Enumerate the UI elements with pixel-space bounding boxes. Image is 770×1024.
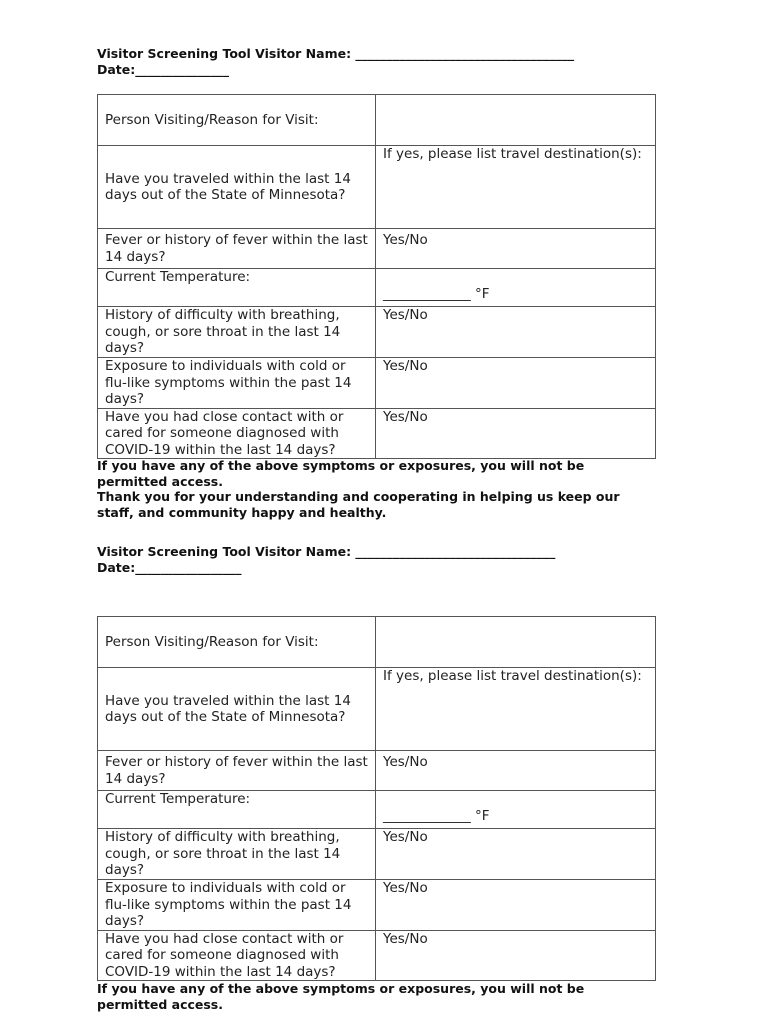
- form2-notice: [97, 981, 657, 1012]
- form2-row-breathing: [98, 829, 656, 880]
- temperature-field[interactable]: _____________ °F: [376, 269, 656, 307]
- question-cell: Fever or history of fever within the last 14 days?: [98, 229, 376, 269]
- answer-cell[interactable]: Yes/No: [376, 229, 656, 269]
- form1-row-temperature: [98, 269, 656, 307]
- answer-cell[interactable]: Yes/No: [376, 358, 656, 409]
- answer-cell[interactable]: Yes/No: [376, 880, 656, 931]
- form2-row-temperature: [98, 791, 656, 829]
- form1-screening-table: [97, 94, 656, 459]
- form2-row-fever: [98, 751, 656, 791]
- answer-cell[interactable]: Yes/No: [376, 930, 656, 981]
- form2-title-visitor-name: Visitor Screening Tool Visitor Name: ________________________________: [97, 544, 556, 559]
- access-warning: If you have any of the above symptoms or exposures, you will not be permitted access.: [97, 981, 585, 1012]
- answer-cell[interactable]: [376, 617, 656, 668]
- form1-notice: [97, 458, 657, 520]
- form1-row-breathing: [98, 307, 656, 358]
- question-cell: Person Visiting/Reason for Visit:: [98, 95, 376, 146]
- question-cell: Have you had close contact with or cared for someone diagnosed with COVID-19 within the last 14 days?: [98, 930, 376, 981]
- form1-row-reason: [98, 95, 656, 146]
- form2-row-travel: [98, 668, 656, 751]
- question-cell: Current Temperature:: [98, 269, 376, 307]
- form1-title-visitor-name: Visitor Screening Tool Visitor Name: ___________________________________: [97, 46, 575, 61]
- form2-row-reason: [98, 617, 656, 668]
- answer-cell[interactable]: [376, 95, 656, 146]
- question-cell: Exposure to individuals with cold or flu-like symptoms within the past 14 days?: [98, 358, 376, 409]
- answer-cell[interactable]: Yes/No: [376, 307, 656, 358]
- answer-cell[interactable]: If yes, please list travel destination(s):: [376, 146, 656, 229]
- form1-row-exposure: [98, 358, 656, 409]
- form2-row-covid-contact: [98, 930, 656, 981]
- form1-header: [97, 46, 657, 78]
- answer-cell[interactable]: Yes/No: [376, 829, 656, 880]
- form1-row-travel: [98, 146, 656, 229]
- form1-date-line: Date:_______________: [97, 62, 230, 77]
- question-cell: Have you had close contact with or cared for someone diagnosed with COVID-19 within the last 14 days?: [98, 408, 376, 459]
- question-cell: Exposure to individuals with cold or flu-like symptoms within the past 14 days?: [98, 880, 376, 931]
- form2-date-line: Date:_________________: [97, 560, 242, 575]
- question-cell: Have you traveled within the last 14 days out of the State of Minnesota?: [98, 146, 376, 229]
- thank-you-message: Thank you for your understanding and cooperating in helping us keep our staff, and community happy and healthy.: [97, 489, 620, 520]
- form2-row-exposure: [98, 880, 656, 931]
- answer-cell[interactable]: Yes/No: [376, 408, 656, 459]
- question-cell: Current Temperature:: [98, 791, 376, 829]
- form2-header: [97, 544, 657, 576]
- answer-cell[interactable]: If yes, please list travel destination(s):: [376, 668, 656, 751]
- question-cell: Fever or history of fever within the last 14 days?: [98, 751, 376, 791]
- temperature-field[interactable]: _____________ °F: [376, 791, 656, 829]
- question-cell: History of difficulty with breathing, cough, or sore throat in the last 14 days?: [98, 307, 376, 358]
- question-cell: Person Visiting/Reason for Visit:: [98, 617, 376, 668]
- form2-screening-table: [97, 616, 656, 981]
- form1-row-covid-contact: [98, 408, 656, 459]
- form1-row-fever: [98, 229, 656, 269]
- access-warning: If you have any of the above symptoms or exposures, you will not be permitted access.: [97, 458, 585, 489]
- answer-cell[interactable]: Yes/No: [376, 751, 656, 791]
- question-cell: History of difficulty with breathing, cough, or sore throat in the last 14 days?: [98, 829, 376, 880]
- question-cell: Have you traveled within the last 14 days out of the State of Minnesota?: [98, 668, 376, 751]
